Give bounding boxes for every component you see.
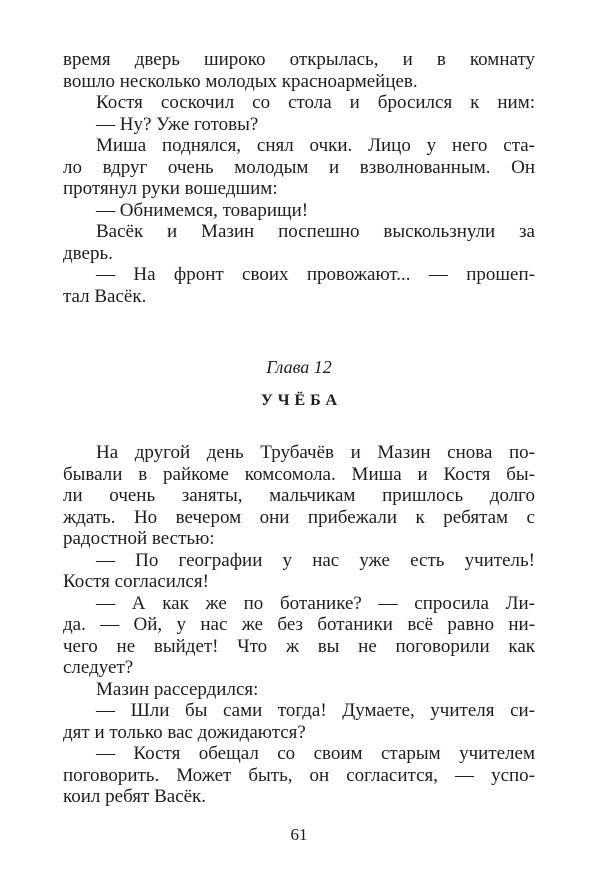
text-line: — Ну? Уже готовы? bbox=[96, 113, 259, 135]
text-line: радостной вестью: bbox=[63, 528, 215, 549]
text-line: Миша поднялся, снял очки. Лицо у него ста- bbox=[96, 135, 535, 156]
text-line: тал Васёк. bbox=[63, 285, 147, 307]
text-line: бывали в райкоме комсомола. Миша и Костя бы- bbox=[63, 463, 535, 485]
text-line: ждать. Но вечером они прибежали к ребятам с bbox=[63, 506, 535, 528]
text-line: дверь. bbox=[63, 242, 113, 264]
text-line: время дверь широко открылась, и в комнату bbox=[63, 49, 535, 70]
text-line: следует? bbox=[63, 657, 134, 678]
text-line: коил ребят Васёк. bbox=[63, 786, 207, 807]
text-line: да. — Ой, у нас же без ботаники всё равно ни- bbox=[63, 614, 535, 635]
chapter-title: УЧЁБА bbox=[260, 392, 343, 409]
text-line: — На фронт своих провожают... — прошеп- bbox=[96, 264, 535, 285]
text-line: — По географии у нас уже есть учитель! bbox=[96, 549, 535, 571]
text-line: Мазин рассердился: bbox=[96, 678, 259, 700]
text-line: ло вдруг очень молодым и взволнованным. Он bbox=[63, 156, 535, 178]
text-line: Костя соскочил со стола и бросился к ним: bbox=[96, 92, 535, 113]
text-line: вошло несколько молодых красноармейцев. bbox=[63, 70, 418, 92]
text-line: ли очень заняты, мальчикам пришлось долго bbox=[63, 485, 535, 506]
page-number: 61 bbox=[290, 824, 308, 844]
text-line: — А как же по ботанике? — спросила Ли- bbox=[96, 592, 535, 614]
chapter-body bbox=[63, 442, 535, 808]
text-line: — Костя обещал со своим старым учителем bbox=[96, 743, 535, 764]
text-line: На другой день Трубачёв и Мазин снова по- bbox=[96, 442, 535, 463]
text-line: чего не выйдет! Что ж вы не поговорили как bbox=[63, 635, 535, 657]
text-line: Костя согласился! bbox=[63, 571, 209, 592]
text-line: — Обнимемся, товарищи! bbox=[96, 199, 309, 221]
chapter-label: Глава 12 bbox=[266, 357, 332, 377]
text-line: дят и только вас дожидаются? bbox=[63, 721, 306, 743]
text-line: — Шли бы сами тогда! Думаете, учителя си- bbox=[96, 700, 535, 721]
text-line: Васёк и Мазин поспешно выскользнули за bbox=[96, 221, 535, 242]
text-line: протянул руки вошедшим: bbox=[63, 178, 278, 199]
text-line: поговорить. Может быть, он согласится, — успо- bbox=[63, 764, 535, 786]
